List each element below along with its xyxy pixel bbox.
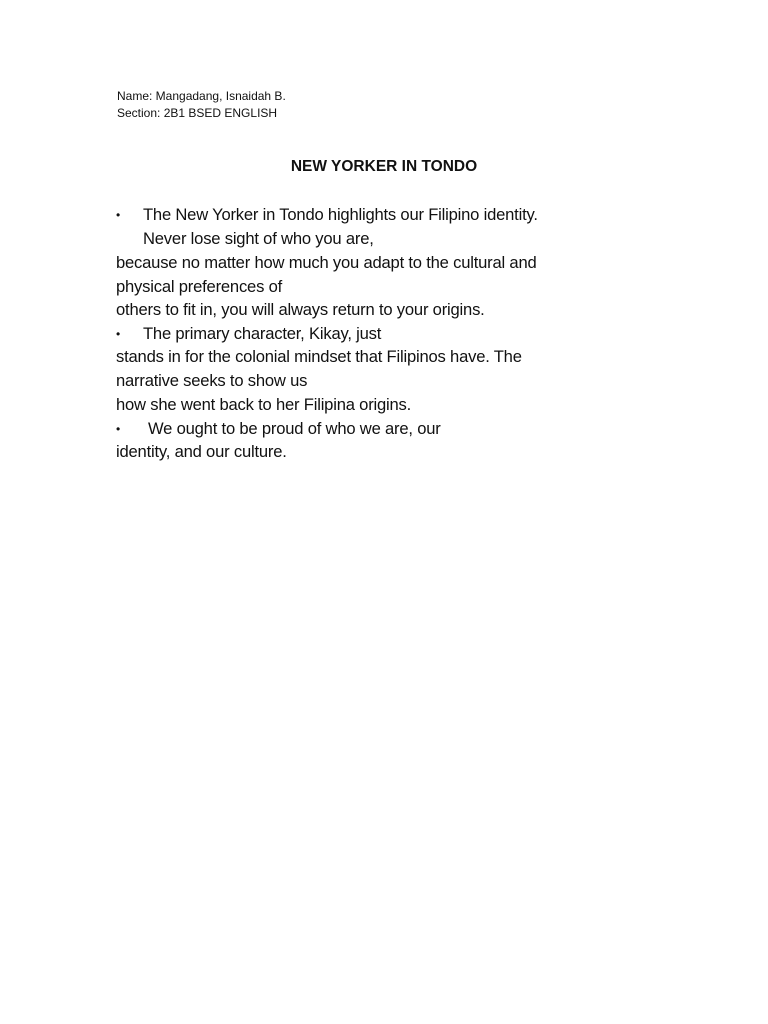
paragraph-line: identity, and our culture. — [116, 442, 287, 461]
bullet-icon: • — [116, 422, 121, 436]
bullet-icon: • — [116, 208, 121, 222]
paragraph-line: because no matter how much you adapt to the cultural and — [116, 253, 537, 272]
paragraph-line: stands in for the colonial mindset that Filipinos have. The — [116, 347, 522, 366]
paragraph-line: We ought to be proud of who we are, our — [148, 419, 441, 438]
bullet-icon: • — [116, 327, 121, 341]
document-title: NEW YORKER IN TONDO — [290, 158, 478, 175]
student-name: Name: Mangadang, Isnaidah B. — [117, 89, 286, 103]
paragraph-line: The New Yorker in Tondo highlights our Filipino identity. — [143, 205, 538, 224]
student-section: Section: 2B1 BSED ENGLISH — [117, 106, 278, 120]
paragraph-line: how she went back to her Filipina origins. — [116, 395, 412, 414]
paragraph-line: others to fit in, you will always return to your origins. — [116, 300, 485, 319]
paragraph-line: Never lose sight of who you are, — [143, 229, 374, 248]
paragraph-line: The primary character, Kikay, just — [143, 324, 382, 343]
paragraph-line: physical preferences of — [116, 277, 283, 296]
paragraph-line: narrative seeks to show us — [116, 371, 308, 390]
